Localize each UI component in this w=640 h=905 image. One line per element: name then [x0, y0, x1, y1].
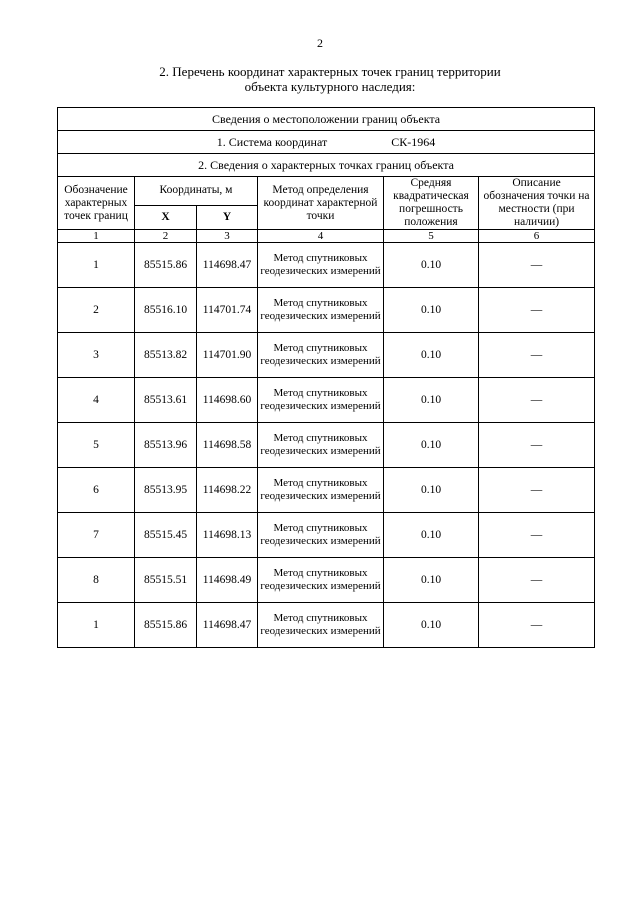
- coord-x: 85513.96: [135, 423, 197, 468]
- method-cell: Метод спутниковых геодезических измерений: [258, 558, 384, 603]
- coord-x: 85515.45: [135, 513, 197, 558]
- coord-y: 114698.13: [197, 513, 258, 558]
- document-title-line-2: объекта культурного наследия:: [244, 79, 416, 94]
- method-cell: Метод спутниковых геодезических измерений: [258, 288, 384, 333]
- table-row: [58, 423, 595, 468]
- description-cell: —: [479, 243, 595, 288]
- point-id: 4: [58, 378, 135, 423]
- method-cell: Метод спутниковых геодезических измерений: [258, 243, 384, 288]
- document-title: [100, 64, 560, 94]
- point-id: 6: [58, 468, 135, 513]
- method-cell: Метод спутниковых геодезических измерений: [258, 423, 384, 468]
- rms-cell: 0.10: [384, 558, 479, 603]
- page-number: 2: [317, 36, 323, 50]
- point-id: 1: [58, 243, 135, 288]
- coord-y: 114701.90: [197, 333, 258, 378]
- coord-y: 114698.58: [197, 423, 258, 468]
- coord-system-row: [58, 131, 595, 154]
- coord-x: 85515.86: [135, 603, 197, 648]
- coord-x: 85513.61: [135, 378, 197, 423]
- column-number: 3: [197, 230, 258, 243]
- rms-cell: 0.10: [384, 603, 479, 648]
- column-number: 4: [258, 230, 384, 243]
- point-id: 1: [58, 603, 135, 648]
- point-id: 5: [58, 423, 135, 468]
- method-cell: Метод спутниковых геодезических измерений: [258, 333, 384, 378]
- rms-cell: 0.10: [384, 378, 479, 423]
- document-title-line-1: 2. Перечень координат характерных точек границ территории: [159, 64, 501, 79]
- coord-x: 85515.86: [135, 243, 197, 288]
- col-header-coordinates: Координаты, м: [135, 177, 258, 206]
- description-cell: —: [479, 603, 595, 648]
- point-id: 3: [58, 333, 135, 378]
- method-cell: Метод спутниковых геодезических измерений: [258, 513, 384, 558]
- rms-cell: 0.10: [384, 333, 479, 378]
- column-number: 2: [135, 230, 197, 243]
- table-row: [58, 603, 595, 648]
- coord-y: 114698.22: [197, 468, 258, 513]
- rms-cell: 0.10: [384, 243, 479, 288]
- rms-cell: 0.10: [384, 513, 479, 558]
- table-row: [58, 288, 595, 333]
- point-id: 8: [58, 558, 135, 603]
- column-number: 5: [384, 230, 479, 243]
- col-header-description: Описание обозначения точки на местности (при наличии): [479, 177, 595, 230]
- method-cell: Метод спутниковых геодезических измерений: [258, 378, 384, 423]
- rms-cell: 0.10: [384, 468, 479, 513]
- coord-x: 85516.10: [135, 288, 197, 333]
- coord-system-value: СК-1964: [391, 135, 436, 149]
- description-cell: —: [479, 468, 595, 513]
- table-row: [58, 468, 595, 513]
- coord-x: 85513.95: [135, 468, 197, 513]
- column-number: 1: [58, 230, 135, 243]
- table-row: [58, 243, 595, 288]
- method-cell: Метод спутниковых геодезических измерений: [258, 603, 384, 648]
- coord-y: 114698.47: [197, 603, 258, 648]
- description-cell: —: [479, 513, 595, 558]
- description-cell: —: [479, 288, 595, 333]
- col-header-method: Метод определения координат характерной точки: [258, 177, 384, 230]
- table-row: [58, 378, 595, 423]
- description-cell: —: [479, 558, 595, 603]
- section-header: Сведения о местоположении границ объекта: [58, 108, 595, 131]
- col-header-x: X: [135, 205, 197, 229]
- coord-y: 114698.47: [197, 243, 258, 288]
- coord-y: 114698.49: [197, 558, 258, 603]
- coord-system-label: 1. Система координат: [216, 135, 328, 149]
- point-id: 2: [58, 288, 135, 333]
- table-row: [58, 333, 595, 378]
- coord-x: 85515.51: [135, 558, 197, 603]
- coord-y: 114698.60: [197, 378, 258, 423]
- points-header: 2. Сведения о характерных точках границ объекта: [58, 154, 595, 177]
- description-cell: —: [479, 378, 595, 423]
- rms-cell: 0.10: [384, 288, 479, 333]
- column-number: 6: [479, 230, 595, 243]
- description-cell: —: [479, 423, 595, 468]
- col-header-designation: Обозначение характерных точек границ: [58, 177, 135, 230]
- col-header-rms: Средняя квадратическая погрешность положения: [384, 177, 479, 230]
- description-cell: —: [479, 333, 595, 378]
- table-row: [58, 513, 595, 558]
- coord-x: 85513.82: [135, 333, 197, 378]
- col-header-y: Y: [197, 205, 258, 229]
- rms-cell: 0.10: [384, 423, 479, 468]
- table-row: [58, 558, 595, 603]
- point-id: 7: [58, 513, 135, 558]
- coord-y: 114701.74: [197, 288, 258, 333]
- method-cell: Метод спутниковых геодезических измерений: [258, 468, 384, 513]
- coordinates-table: [57, 107, 595, 648]
